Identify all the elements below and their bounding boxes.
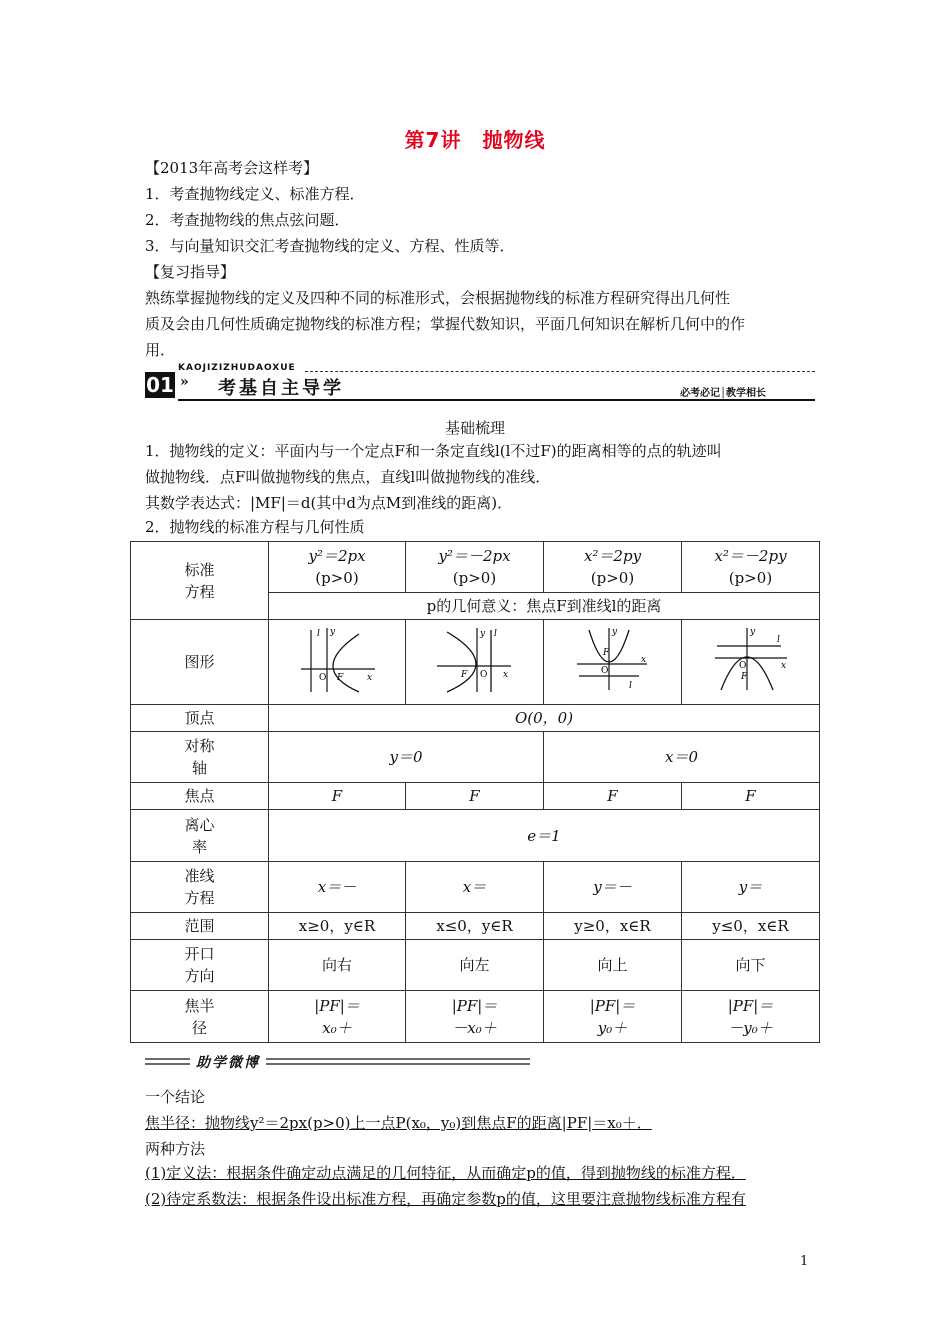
svg-text:O: O	[319, 673, 327, 683]
opening-value: 向下	[682, 940, 820, 991]
opening-value: 向右	[269, 940, 406, 991]
row-label: 焦半 径	[131, 991, 269, 1043]
equation-cell	[269, 542, 406, 593]
graph-cell	[682, 620, 820, 705]
focal-radius-value: |PF|＝ －y₀＋	[682, 991, 820, 1043]
svg-text:y: y	[611, 627, 617, 637]
svg-text:l: l	[628, 681, 632, 691]
banner-tagline: 必考必记│教学相长	[680, 388, 767, 399]
svg-text:O: O	[479, 670, 487, 680]
condition: (p>0)	[728, 569, 773, 587]
definition-line: 做抛物线．点F叫做抛物线的焦点，直线l叫做抛物线的准线．	[145, 468, 551, 486]
svg-text:O: O	[600, 666, 608, 676]
svg-text:F: F	[602, 648, 609, 658]
review-line: 用．	[145, 341, 176, 359]
svg-text:O: O	[738, 661, 746, 671]
row-label: 离心 率	[131, 810, 269, 862]
row-label: 对称 轴	[131, 732, 269, 783]
svg-text:x: x	[502, 670, 508, 680]
conclusion-header: 一个结论	[145, 1088, 206, 1106]
directrix-value: y＝－	[544, 862, 682, 913]
chevron-icon: »	[180, 374, 189, 390]
equation-cell	[682, 542, 820, 593]
focal-radius-value: |PF|＝ x₀＋	[269, 991, 406, 1043]
focal-radius-value: |PF|＝ y₀＋	[544, 991, 682, 1043]
svg-text:x: x	[780, 661, 786, 671]
row-label: 标准 方程	[131, 542, 269, 620]
svg-text:x: x	[367, 673, 373, 683]
svg-text:F: F	[740, 672, 747, 682]
section-number-badge: 01	[146, 373, 174, 397]
svg-text:y: y	[479, 629, 485, 639]
method-item: (2)待定系数法：根据条件设出标准方程，再确定参数p的值，这里要注意抛物线标准方程有	[145, 1190, 746, 1208]
condition: (p>0)	[452, 569, 497, 587]
exam-item: 2．考查抛物线的焦点弦问题．	[145, 211, 350, 229]
range-value: y≤0，x∈R	[682, 913, 820, 940]
focus-value: F	[406, 783, 544, 810]
helper-label: 助学微博	[190, 1052, 266, 1072]
svg-text:l: l	[317, 629, 320, 639]
opening-value: 向上	[544, 940, 682, 991]
axis-value: x＝0	[544, 732, 820, 783]
row-label: 开口 方向	[131, 940, 269, 991]
svg-text:F: F	[460, 670, 467, 680]
table-caption: 2．抛物线的标准方程与几何性质	[145, 518, 365, 536]
methods-header: 两种方法	[145, 1140, 206, 1158]
banner-dotted-rule	[305, 371, 815, 372]
opening-value: 向左	[406, 940, 544, 991]
method-item: (1)定义法：根据条件确定动点满足的几何特征，从而确定p的值，得到抛物线的标准方程．	[145, 1164, 746, 1182]
equation: y²＝2px	[308, 547, 366, 565]
svg-text:x: x	[640, 655, 646, 665]
condition: (p>0)	[315, 569, 359, 587]
review-line: 熟练掌握抛物线的定义及四种不同的标准形式，会根据抛物线的标准方程研究得出几何性	[145, 289, 731, 307]
page-number: 1	[800, 1254, 809, 1269]
row-label: 准线 方程	[131, 862, 269, 913]
review-header: 【复习指导】	[145, 263, 236, 281]
range-value: x≥0，y∈R	[269, 913, 406, 940]
expression-line: 其数学表达式：|MF|＝d(其中d为点M到准线的距离)．	[145, 494, 513, 512]
parabola-down-graph	[711, 624, 791, 694]
equation: x²＝2py	[583, 547, 642, 565]
parabola-up-graph	[573, 624, 653, 694]
parabola-right-graph	[297, 624, 377, 694]
graph-cell	[269, 620, 406, 705]
row-label: 范围	[131, 913, 269, 940]
graph-cell	[406, 620, 544, 705]
equation-cell	[544, 542, 682, 593]
conclusion-text: 焦半径：抛物线y²＝2px(p>0)上一点P(x₀，y₀)到焦点F的距离|PF|＝x₀＋．	[145, 1114, 652, 1132]
review-line: 质及会由几何性质确定抛物线的标准方程；掌握代数知识，平面几何知识在解析几何中的作	[145, 315, 746, 333]
range-value: x≤0，y∈R	[406, 913, 544, 940]
directrix-value: x＝－	[269, 862, 406, 913]
parabola-left-graph	[435, 624, 515, 694]
svg-text:y: y	[330, 627, 336, 637]
banner-rule	[178, 399, 815, 401]
focus-value: F	[682, 783, 820, 810]
subsection-title: 基础梳理	[444, 419, 505, 437]
axis-value: y＝0	[269, 732, 544, 783]
focus-value: F	[544, 783, 682, 810]
exam-item: 1．考查抛物线定义、标准方程．	[145, 185, 365, 203]
graph-cell	[544, 620, 682, 705]
eccentricity-value: e＝1	[269, 810, 820, 862]
equation-cell	[406, 542, 544, 593]
page-title: 第7讲 抛物线	[404, 128, 546, 152]
row-label: 焦点	[131, 783, 269, 810]
directrix-value: x＝	[406, 862, 544, 913]
row-label: 图形	[131, 620, 269, 705]
svg-text:y: y	[749, 627, 755, 637]
condition: (p>0)	[590, 569, 635, 587]
focal-radius-value: |PF|＝ －x₀＋	[406, 991, 544, 1043]
exam-header: 【2013年高考会这样考】	[145, 159, 319, 177]
range-value: y≥0，x∈R	[544, 913, 682, 940]
svg-text:l: l	[776, 635, 780, 645]
equation: x²＝－2py	[714, 547, 787, 565]
properties-table	[130, 541, 820, 1043]
definition-line: 1．抛物线的定义：平面内与一个定点F和一条定直线l(l不过F)的距离相等的点的轨迹叫	[145, 442, 722, 460]
banner-pinyin: KAOJIZIZHUDAOXUE	[178, 363, 296, 373]
vertex-value: O(0，0)	[269, 705, 820, 732]
svg-text:l: l	[493, 629, 497, 639]
directrix-value: y＝	[682, 862, 820, 913]
row-label: 顶点	[131, 705, 269, 732]
p-meaning: p的几何意义：焦点F到准线l的距离	[269, 593, 820, 620]
focus-value: F	[269, 783, 406, 810]
exam-item: 3．与向量知识交汇考查抛物线的定义、方程、性质等．	[145, 237, 515, 255]
svg-text:F: F	[337, 673, 344, 683]
section-title: 考基自主导学	[218, 378, 344, 399]
equation: y²＝－2px	[438, 547, 511, 565]
